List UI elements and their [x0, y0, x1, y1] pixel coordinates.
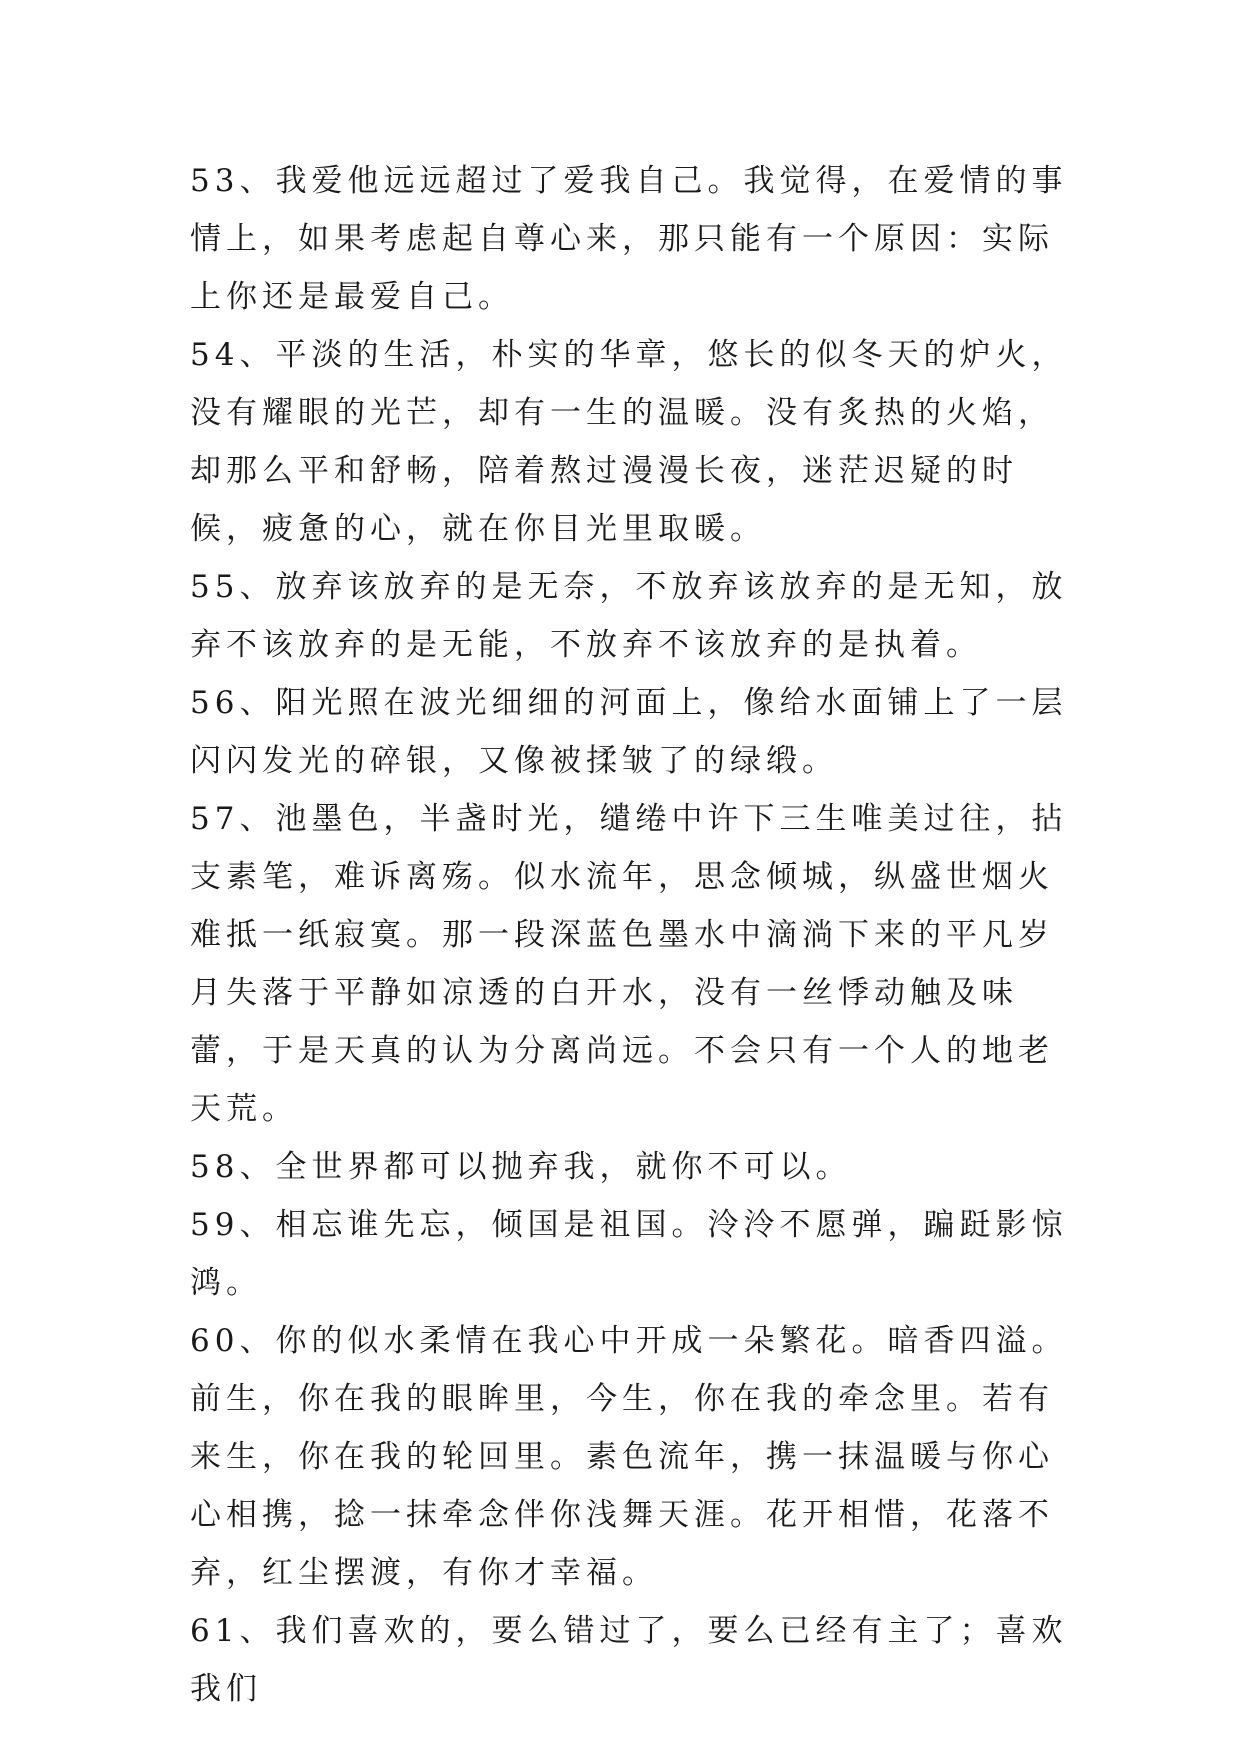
quote-list [190, 152, 1070, 1718]
quote-57: 57、池墨色，半盏时光，缱绻中许下三生唯美过往，拈支素笔，难诉离殇。似水流年，思念倾城，纵盛世烟火难抵一纸寂寞。那一段深蓝色墨水中滴淌下来的平凡岁月失落于平静如凉透的白开水，没有一丝悸动触及味蕾，于是天真的认为分离尚远。不会只有一个人的地老天荒。 [190, 801, 1068, 1127]
quote-55: 55、放弃该放弃的是无奈，不放弃该放弃的是无知，放弃不该放弃的是无能，不放弃不该放弃的是执着。 [190, 569, 1068, 663]
quote-60: 60、你的似水柔情在我心中开成一朵繁花。暗香四溢。前生，你在我的眼眸里，今生，你在我的牵念里。若有来生，你在我的轮回里。素色流年，携一抹温暖与你心心相携，捻一抹牵念伴你浅舞天涯。花开相惜，花落不弃，红尘摆渡，有你才幸福。 [190, 1323, 1068, 1591]
quote-59: 59、相忘谁先忘，倾国是祖国。泠泠不愿弹，蹁跹影惊鸿。 [190, 1207, 1068, 1301]
quote-61: 61、我们喜欢的，要么错过了，要么已经有主了；喜欢我们 [190, 1613, 1068, 1707]
quote-53: 53、我爱他远远超过了爱我自己。我觉得，在爱情的事情上，如果考虑起自尊心来，那只能有一个原因：实际上你还是最爱自己。 [190, 163, 1068, 315]
quote-56: 56、阳光照在波光细细的河面上，像给水面铺上了一层闪闪发光的碎银，又像被揉皱了的绿缎。 [190, 685, 1068, 779]
quote-58: 58、全世界都可以抛弃我，就你不可以。 [190, 1149, 852, 1185]
quote-54: 54、平淡的生活，朴实的华章，悠长的似冬天的炉火，没有耀眼的光芒，却有一生的温暖。没有炙热的火焰，却那么平和舒畅，陪着熬过漫漫长夜，迷茫迟疑的时候，疲惫的心，就在你目光里取暖。 [190, 337, 1068, 547]
